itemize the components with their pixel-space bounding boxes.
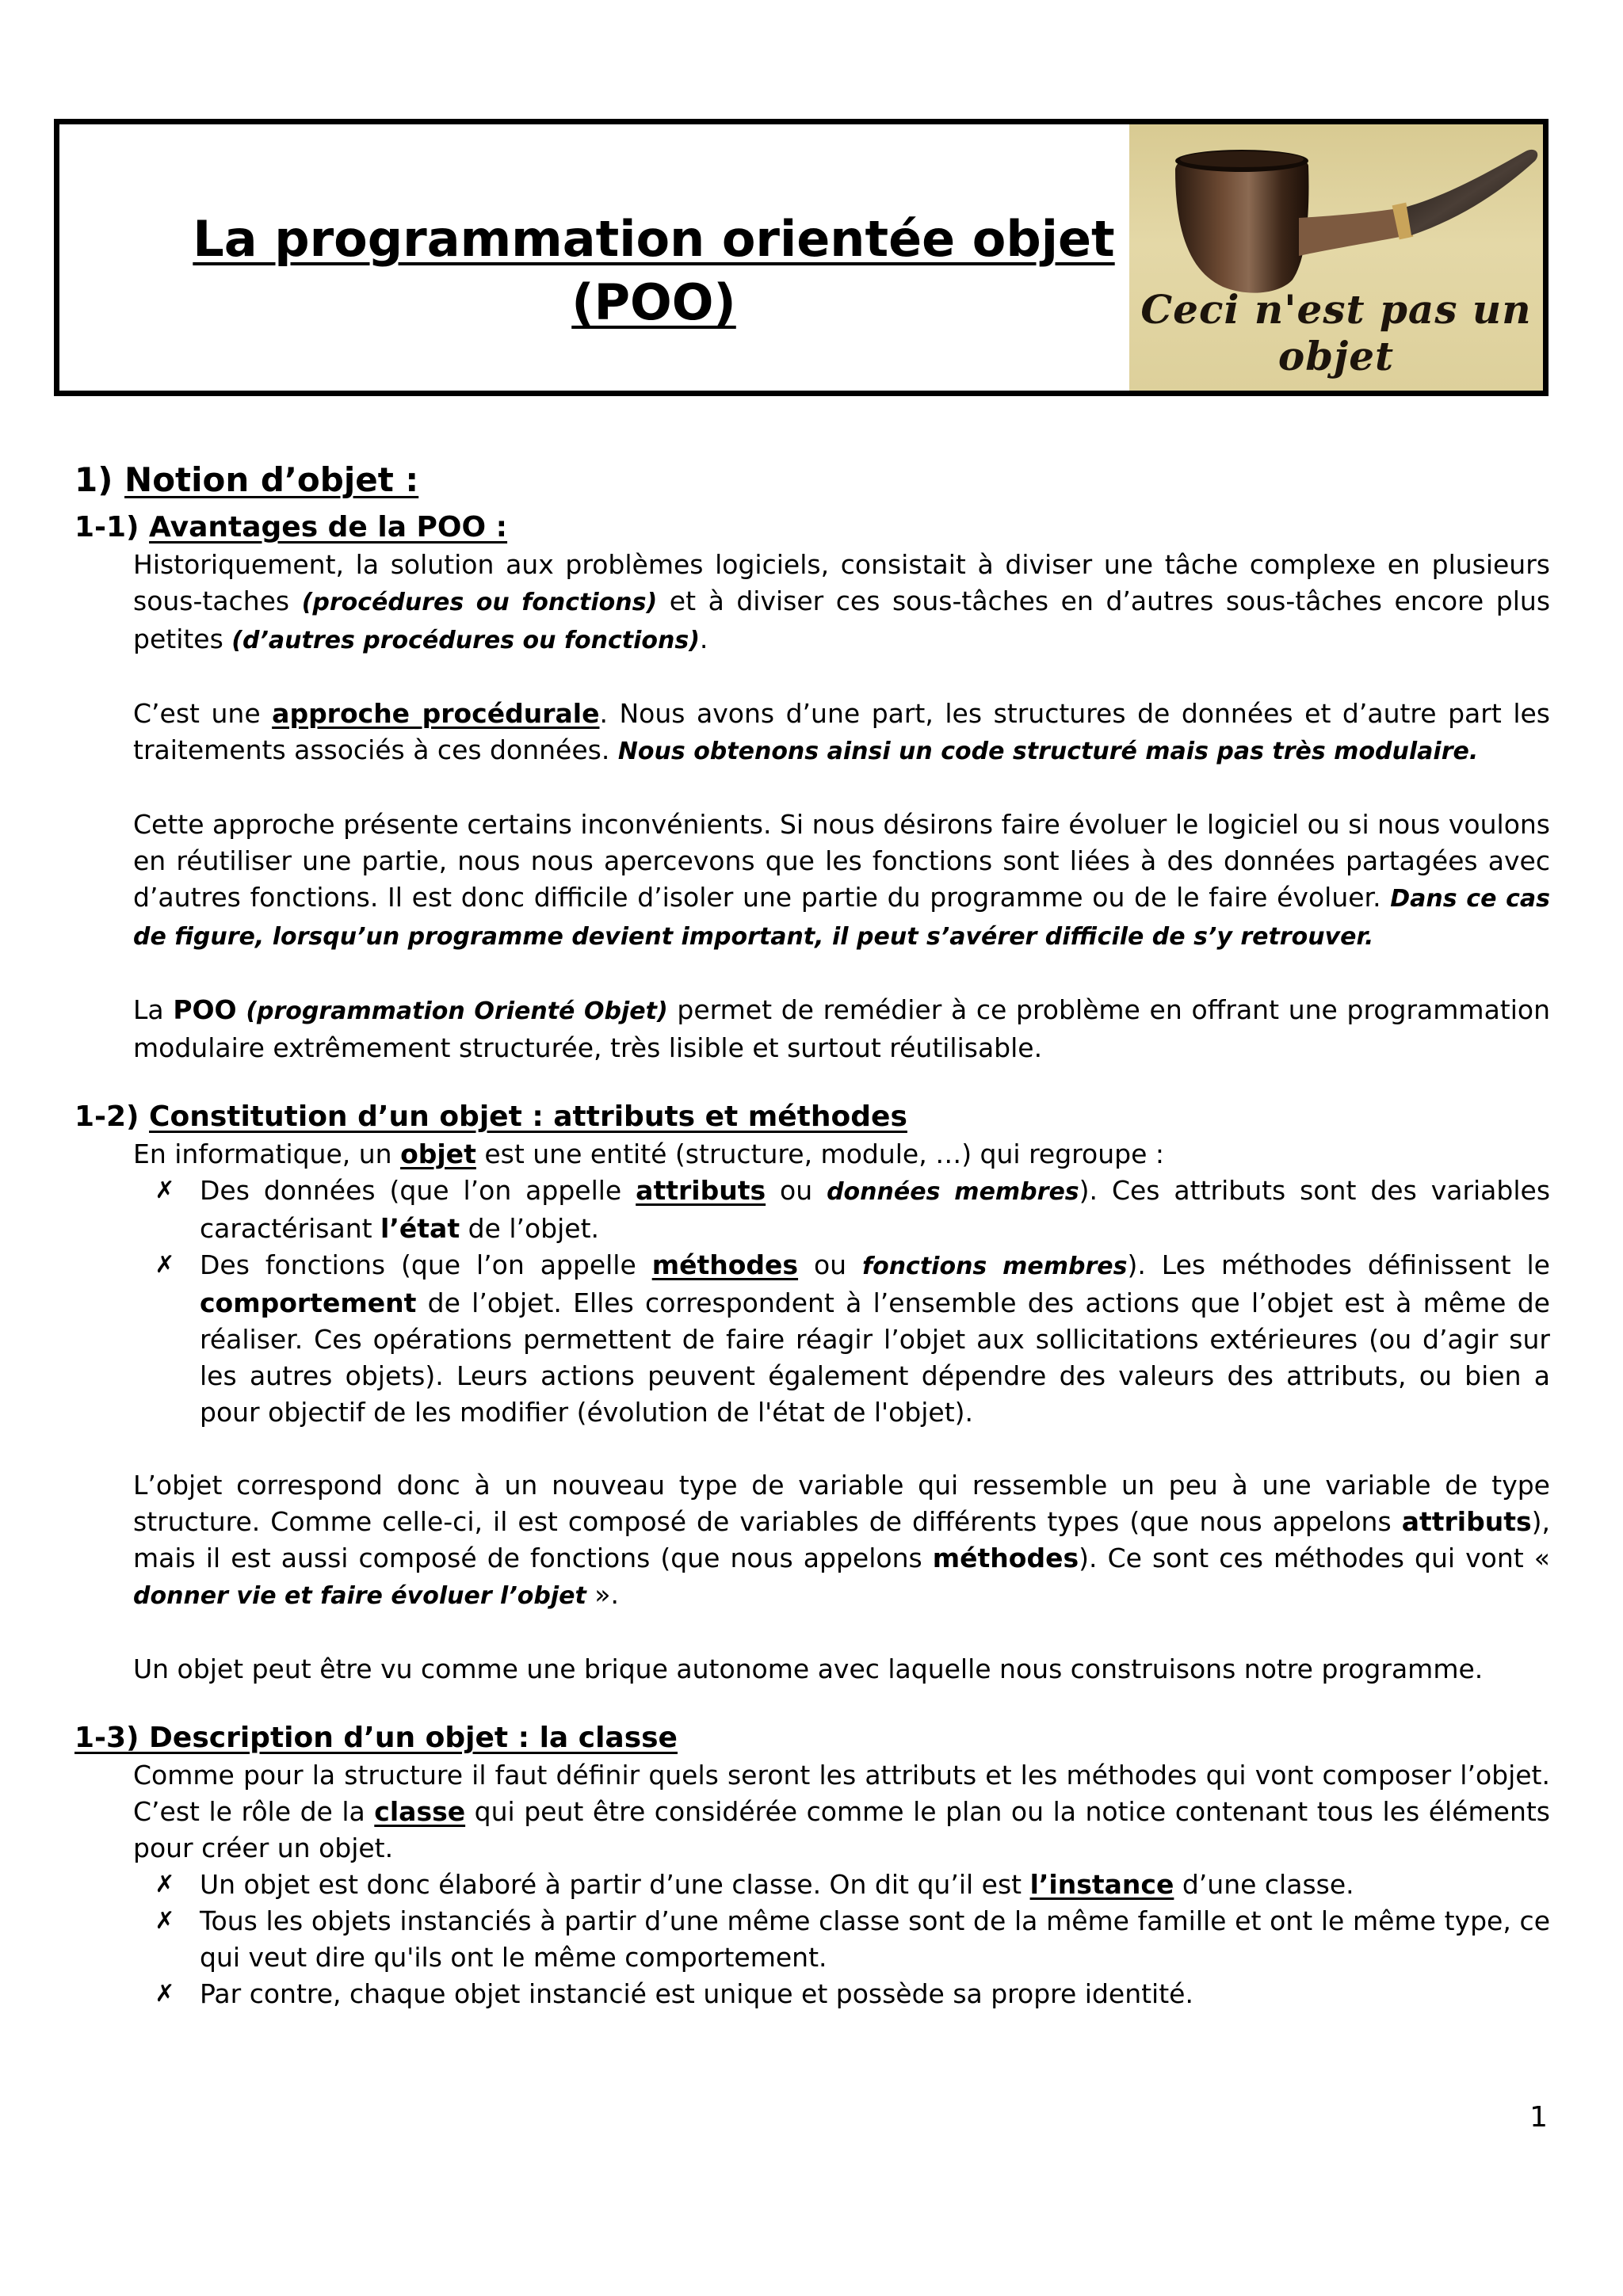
list-item: ✗ Tous les objets instanciés à partir d’une même classe sont de la même famille et ont le même type, ce qui veut dire qu'ils ont le même comportement. [133, 1903, 1550, 1976]
bullet-list [133, 1173, 1550, 1431]
section-1-heading: 1) Notion d’objet : [74, 460, 419, 499]
section-1-3-heading: 1-3) Description d’un objet : la classe [74, 1722, 678, 1754]
title-line-2: (POO) [571, 273, 736, 331]
section-1-1-heading: 1-1) Avantages de la POO : [74, 511, 508, 543]
page-title [178, 208, 1129, 334]
pipe-caption: Ceci n'est pas un objet [1140, 286, 1532, 379]
paragraph: Cette approche présente certains inconvénients. Si nous désirons faire évoluer le logiciel ou si nous voulons en réutiliser une partie, nous nous apercevons que les fonctions sont liées à des données partagées avec d’autres fonctions. Il est donc difficile d’isoler une partie du programme ou de le faire évoluer. Dans ce cas de figure, lorsqu’un programme devient important, il peut s’avérer difficile de s’y retrouver. [133, 809, 1550, 951]
title-box [54, 119, 1549, 396]
paragraph: Un objet peut être vu comme une brique autonome avec laquelle nous construisons notre programme. [133, 1653, 1484, 1684]
section-1-2-heading: 1-2) Constitution d’un objet : attributs et méthodes [74, 1100, 907, 1133]
paragraph: Historiquement, la solution aux problèmes logiciels, consistait à diviser une tâche complexe en plusieurs sous-taches (procédures ou fonctions) et à diviser ces sous-tâches en d’autres sous-tâches encore plus petites (d’autres procédures ou fonctions). [133, 549, 1551, 654]
section-1-3-body [133, 1757, 1550, 2012]
cross-bullet-icon: ✗ [155, 1871, 175, 1898]
list-item: ✗ Par contre, chaque objet instancié est unique et possède sa propre identité. [133, 1976, 1550, 2012]
cross-bullet-icon: ✗ [155, 1177, 175, 1204]
list-item: ✗ Des fonctions (que l’on appelle méthodes ou fonctions membres). Les méthodes définissent le comportement de l’objet. Elles correspondent à l’ensemble des actions que l’objet est à même de réaliser. Ces opérations permettent de faire réagir l’objet aux sollicitations extérieures (ou d’agir sur les autres objets). Leurs actions peuvent également dépendre des valeurs des attributs, ou bien a pour objectif de les modifier (évolution de l'état de l'objet). [133, 1247, 1550, 1431]
cross-bullet-icon: ✗ [155, 1980, 175, 2008]
paragraph: La POO (programmation Orienté Objet) permet de remédier à ce problème en offrant une programmation modulaire extrêmement structurée, très lisible et surtout réutilisable. [133, 994, 1551, 1063]
list-item: ✗ Des données (que l’on appelle attributs ou données membres). Ces attributs sont des variables caractérisant l’état de l’objet. [133, 1173, 1550, 1247]
cross-bullet-icon: ✗ [155, 1907, 175, 1935]
section-1-2-body [133, 1136, 1550, 1688]
list-item: ✗ Un objet est donc élaboré à partir d’une classe. On dit qu’il est l’instance d’une classe. [133, 1867, 1550, 1903]
paragraph: C’est une approche procédurale. Nous avons d’une part, les structures de données et d’autre part les traitements associés à ces données. Nous obtenons ainsi un code structuré mais pas très modulaire. [133, 698, 1550, 765]
pipe-illustration [1129, 124, 1543, 391]
page-number: 1 [1529, 2101, 1548, 2134]
bullet-list [133, 1867, 1550, 2012]
document-body [74, 452, 1550, 2012]
section-1-1-body [133, 547, 1550, 1066]
paragraph: L’objet correspond donc à un nouveau type de variable qui ressemble un peu à une variable de type structure. Comme celle-ci, il est composé de variables de différents types (que nous appelons attributs), mais il est aussi composé de fonctions (que nous appelons méthodes). Ce sont ces méthodes qui vont « donner vie et faire évoluer l’objet ». [133, 1470, 1550, 1610]
paragraph: Comme pour la structure il faut définir quels seront les attributs et les méthodes qui vont composer l’objet. C’est le rôle de la classe qui peut être considérée comme le plan ou la notice contenant tous les éléments pour créer un objet. [133, 1760, 1550, 1863]
paragraph: En informatique, un objet est une entité (structure, module, …) qui regroupe : [133, 1138, 1164, 1169]
cross-bullet-icon: ✗ [155, 1251, 175, 1279]
title-line-1: La programmation orientée objet [193, 210, 1115, 268]
